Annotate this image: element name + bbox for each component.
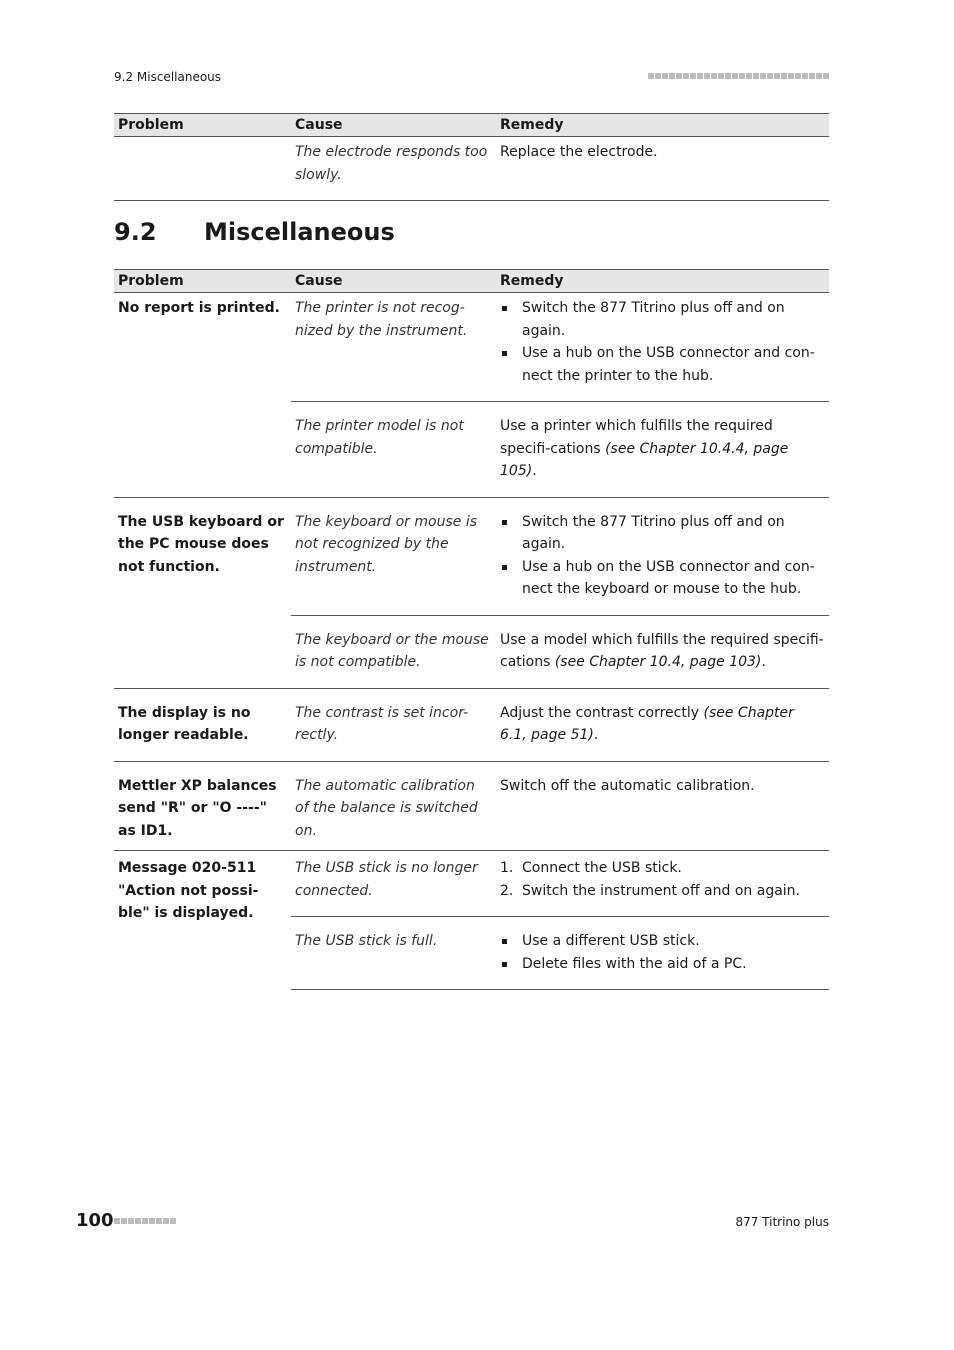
- troubleshooting-table-continued: [114, 113, 829, 201]
- cause-cell: The printer model is not compatible.: [291, 402, 496, 498]
- remedy-cell: [496, 851, 829, 917]
- cause-cell: The electrode responds too slowly.: [291, 137, 496, 201]
- remedy-cell: [496, 497, 829, 615]
- remedy-cell: Switch off the automatic calibration.: [496, 761, 829, 851]
- cause-cell: The USB stick is no longer connected.: [291, 851, 496, 917]
- troubleshooting-table: [114, 269, 829, 990]
- col-header-problem: Problem: [114, 114, 291, 137]
- product-name: 877 Titrino plus: [735, 1215, 829, 1229]
- table-row: [114, 497, 829, 615]
- page-number: 100: [76, 1210, 114, 1231]
- remedy-text: Use a printer which fulfills the required specifi-cations: [500, 418, 773, 457]
- col-header-cause: Cause: [291, 270, 496, 293]
- remedy-bullet: Switch the 877 Titrino plus off and on again.: [500, 297, 825, 342]
- problem-cell: The display is no longer readable.: [114, 688, 291, 761]
- table-row: [114, 293, 829, 402]
- remedy-cell: [496, 402, 829, 498]
- remedy-bullet: Use a hub on the USB connector and con-nect the printer to the hub.: [500, 342, 825, 387]
- remedy-bullet: Switch the 877 Titrino plus off and on again.: [500, 511, 825, 556]
- cause-cell: The USB stick is full.: [291, 917, 496, 990]
- header-decoration: [648, 73, 829, 79]
- cause-cell: The printer is not recog-nized by the instrument.: [295, 300, 468, 339]
- problem-cell: Message 020-511 "Action not possi-ble" is displayed.: [114, 851, 291, 990]
- remedy-cell: [496, 688, 829, 761]
- remedy-bullet: Use a hub on the USB connector and con-nect the keyboard or mouse to the hub.: [500, 556, 825, 601]
- remedy-step: 2. Switch the instrument off and on again.: [500, 882, 800, 899]
- chapter-reference: (see Chapter 10.4, page 103): [554, 654, 762, 670]
- col-header-cause: Cause: [291, 114, 496, 137]
- remedy-cell: [496, 293, 829, 402]
- remedy-cell: Replace the electrode.: [496, 137, 829, 201]
- remedy-cell: [496, 615, 829, 688]
- cause-cell: The contrast is set incor-rectly.: [291, 688, 496, 761]
- table-row: [114, 688, 829, 761]
- problem-cell: The USB keyboard or the PC mouse does not function.: [114, 497, 291, 688]
- col-header-problem: Problem: [114, 270, 291, 293]
- remedy-text: Adjust the contrast correctly: [500, 704, 704, 721]
- section-title: Miscellaneous: [204, 218, 395, 246]
- remedy-bullet: Delete files with the aid of a PC.: [500, 953, 825, 976]
- chapter-reference: (see Chapter 10.4.4, page 105): [500, 440, 789, 479]
- problem-cell: Mettler XP balances send "R" or "O ----" as ID1.: [114, 761, 291, 851]
- section-heading: [114, 214, 395, 250]
- cause-cell: The keyboard or mouse is not recognized by the instrument.: [291, 497, 496, 615]
- remedy-step: 1. Connect the USB stick.: [500, 860, 682, 876]
- cause-cell: The automatic calibration of the balance is switched on.: [291, 761, 496, 851]
- col-header-remedy: Remedy: [496, 270, 829, 293]
- problem-cell: [114, 137, 291, 201]
- footer-decoration: [114, 1218, 176, 1224]
- remedy-text-end: .: [593, 727, 599, 743]
- section-number: 9.2: [114, 218, 157, 246]
- cause-cell: The keyboard or the mouse is not compatible.: [291, 615, 496, 688]
- remedy-text-end: .: [532, 463, 537, 479]
- table-row: [114, 761, 829, 851]
- remedy-cell: [496, 917, 829, 990]
- remedy-text: Use a model which fulfills the required specifi-cations: [500, 631, 824, 670]
- running-head: 9.2 Miscellaneous: [114, 70, 222, 84]
- table-row: [114, 137, 829, 201]
- table-row: [114, 851, 829, 917]
- col-header-remedy: Remedy: [496, 114, 829, 137]
- remedy-bullet: Use a different USB stick.: [500, 930, 825, 953]
- chapter-reference: (see Chapter 6.1, page 51): [500, 704, 794, 743]
- problem-cell: No report is printed.: [118, 300, 280, 316]
- remedy-text-end: .: [761, 654, 766, 670]
